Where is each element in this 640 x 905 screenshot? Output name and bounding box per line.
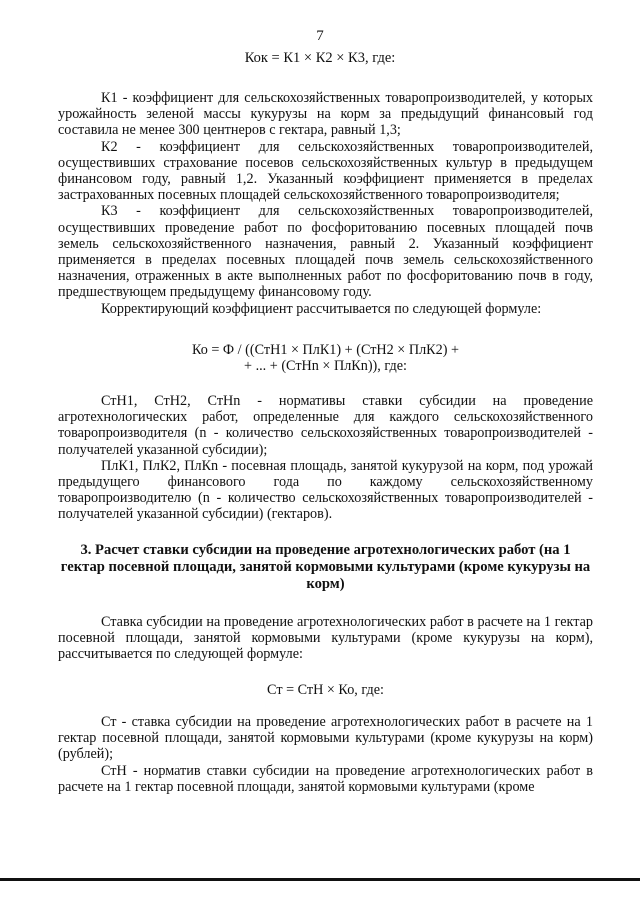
- formula-ko: [58, 342, 593, 374]
- paragraph-stn-norm: СтН - норматив ставки субсидии на проведение агротехнологических работ в расчете на 1 гектар посевной площади, занятой кормовыми культурами (кроме: [58, 762, 593, 795]
- section-heading: 3. Расчет ставки субсидии на проведение агротехнологических работ (на 1 гектар посевной площади, занятой кормовыми культурами (кроме кукурузы на корм): [60, 542, 591, 592]
- paragraph-formula-intro: Корректирующий коэффициент рассчитывается по следующей формуле:: [101, 300, 542, 317]
- section-intro: [58, 614, 593, 663]
- formula-kok: Кок = К1 × К2 × К3, где:: [244, 50, 396, 66]
- paragraph-k1: К1 - коэффициент для сельскохозяйственных товаропроизводителей, у которых урожайность зеленой массы кукурузы на корм за предыдущий финансовый год составила не менее 300 центнеров с гектара, равный 1,3;: [58, 90, 593, 139]
- st-definitions-block: [58, 714, 593, 795]
- definitions-block: [58, 393, 593, 523]
- coefficients-block: [58, 90, 593, 317]
- formula-ko-line-2: + ... + (СтНn × ПлКn)), где:: [244, 358, 407, 375]
- paragraph-st: Ст - ставка субсидии на проведение агротехнологических работ в расчете на 1 гектар посевной площади, занятой кормовыми культурами (кроме кукурузы на корм) (рублей);: [58, 714, 593, 763]
- formula-st: Ст = СтН × Ко, где:: [267, 682, 384, 698]
- page-number: 7: [316, 28, 324, 44]
- paragraph-stn: СтН1, СтН2, СтНn - нормативы ставки субсидии на проведение агротехнологических работ, определенные для каждого сельскохозяйственного товаропроизводителя (n - количество сельскохозяйственных товаропроизводителей - получателей указанной субсидии);: [58, 393, 593, 458]
- paragraph-plk: ПлК1, ПлК2, ПлКn - посевная площадь, занятой кукурузой на корм, под урожай предыдущего финансового года по каждому сельскохозяйственному товаропроизводителю (n - количество сельскохозяйственных товаропроизводителей - получателей указанной субсидии) (гектаров).: [58, 457, 593, 523]
- formula-ko-line-1: Ко = Ф / ((СтН1 × ПлК1) + (СтН2 × ПлК2) +: [191, 342, 460, 358]
- paragraph-k3: К3 - коэффициент для сельскохозяйственных товаропроизводителей, осуществивших проведение работ по фосфоритованию посевных площадей почв земель сельскохозяйственного назначения, равный 2. Указанный коэффициент применяется в пределах посевных площадей почв земель сельскохозяйственного назначения, отраженных в акте выполненных работ по фосфоритованию почв в году, предшествующем предыдущему финансовому году.: [58, 203, 593, 301]
- paragraph-rate-intro: Ставка субсидии на проведение агротехнологических работ в расчете на 1 гектар посевной площади, занятой кормовыми культурами (кроме кукурузы на корм), рассчитывается по следующей формуле:: [58, 614, 593, 663]
- paragraph-k2: К2 - коэффициент для сельскохозяйственных товаропроизводителей, осуществивших страхование посевов сельскохозяйственных культур в предыдущем финансовом году, равный 1,2. Указанный коэффициент применяется в пределах застрахованных посевных площадей сельскохозяйственного товаропроизводителя;: [58, 138, 593, 204]
- page-bottom-rule: [0, 878, 640, 881]
- formula-st-block: [58, 682, 593, 698]
